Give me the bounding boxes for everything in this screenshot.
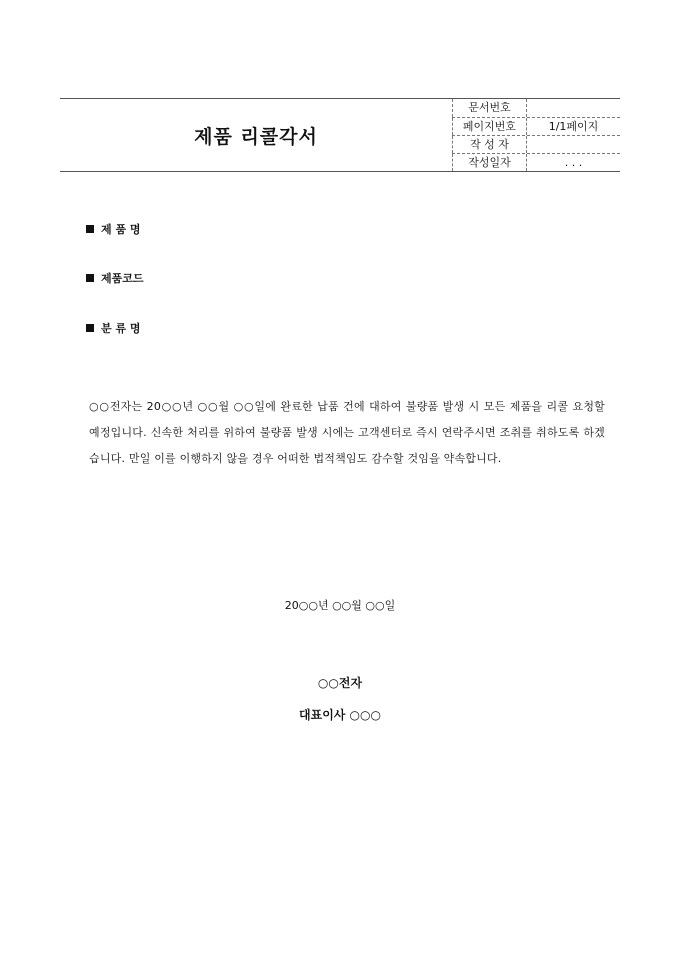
meta-label: 작 성 자 <box>452 136 527 153</box>
field-category-name <box>86 320 141 336</box>
square-bullet-icon <box>86 324 94 332</box>
field-product-name <box>86 221 141 237</box>
meta-value: . . . <box>564 156 583 169</box>
body-paragraph: ○○전자는 20○○년 ○○월 ○○일에 완료한 납품 건에 대하여 불량품 발생 시 모든 제품을 리콜 요청할 예정입니다. 신속한 처리를 위하여 불량품 발생 시에는 고객센터로 즉시 연락주시면 조취를 취하도록 하겠습니다. 만일 이를 이행하지 않을 경우 어떠한 법적책임도 감수할 것임을 약속합니다. <box>89 400 605 465</box>
meta-value: 1/1페이지 <box>548 120 599 133</box>
square-bullet-icon <box>86 274 94 282</box>
document-meta-table <box>452 99 620 171</box>
ceo-signature: 대표이사 ○○○ <box>299 708 381 722</box>
signature-date: 20○○년 ○○월 ○○일 <box>284 599 396 612</box>
meta-row-page-number <box>452 117 620 135</box>
field-label: 분 류 명 <box>101 322 141 335</box>
meta-label: 문서번호 <box>452 99 527 117</box>
company-name: ○○전자 <box>317 676 363 690</box>
meta-label: 페이지번호 <box>452 118 527 135</box>
meta-row-doc-number <box>452 99 620 117</box>
meta-row-date <box>452 153 620 171</box>
meta-row-author <box>452 135 620 153</box>
meta-value <box>527 136 620 153</box>
field-label: 제품코드 <box>101 272 144 285</box>
square-bullet-icon <box>86 225 94 233</box>
field-label: 제 품 명 <box>101 223 141 236</box>
meta-label: 작성일자 <box>452 154 527 171</box>
document-title: 제품 리콜각서 <box>194 125 318 148</box>
document-header <box>60 98 620 172</box>
field-product-code <box>86 270 144 286</box>
meta-value <box>527 99 620 117</box>
